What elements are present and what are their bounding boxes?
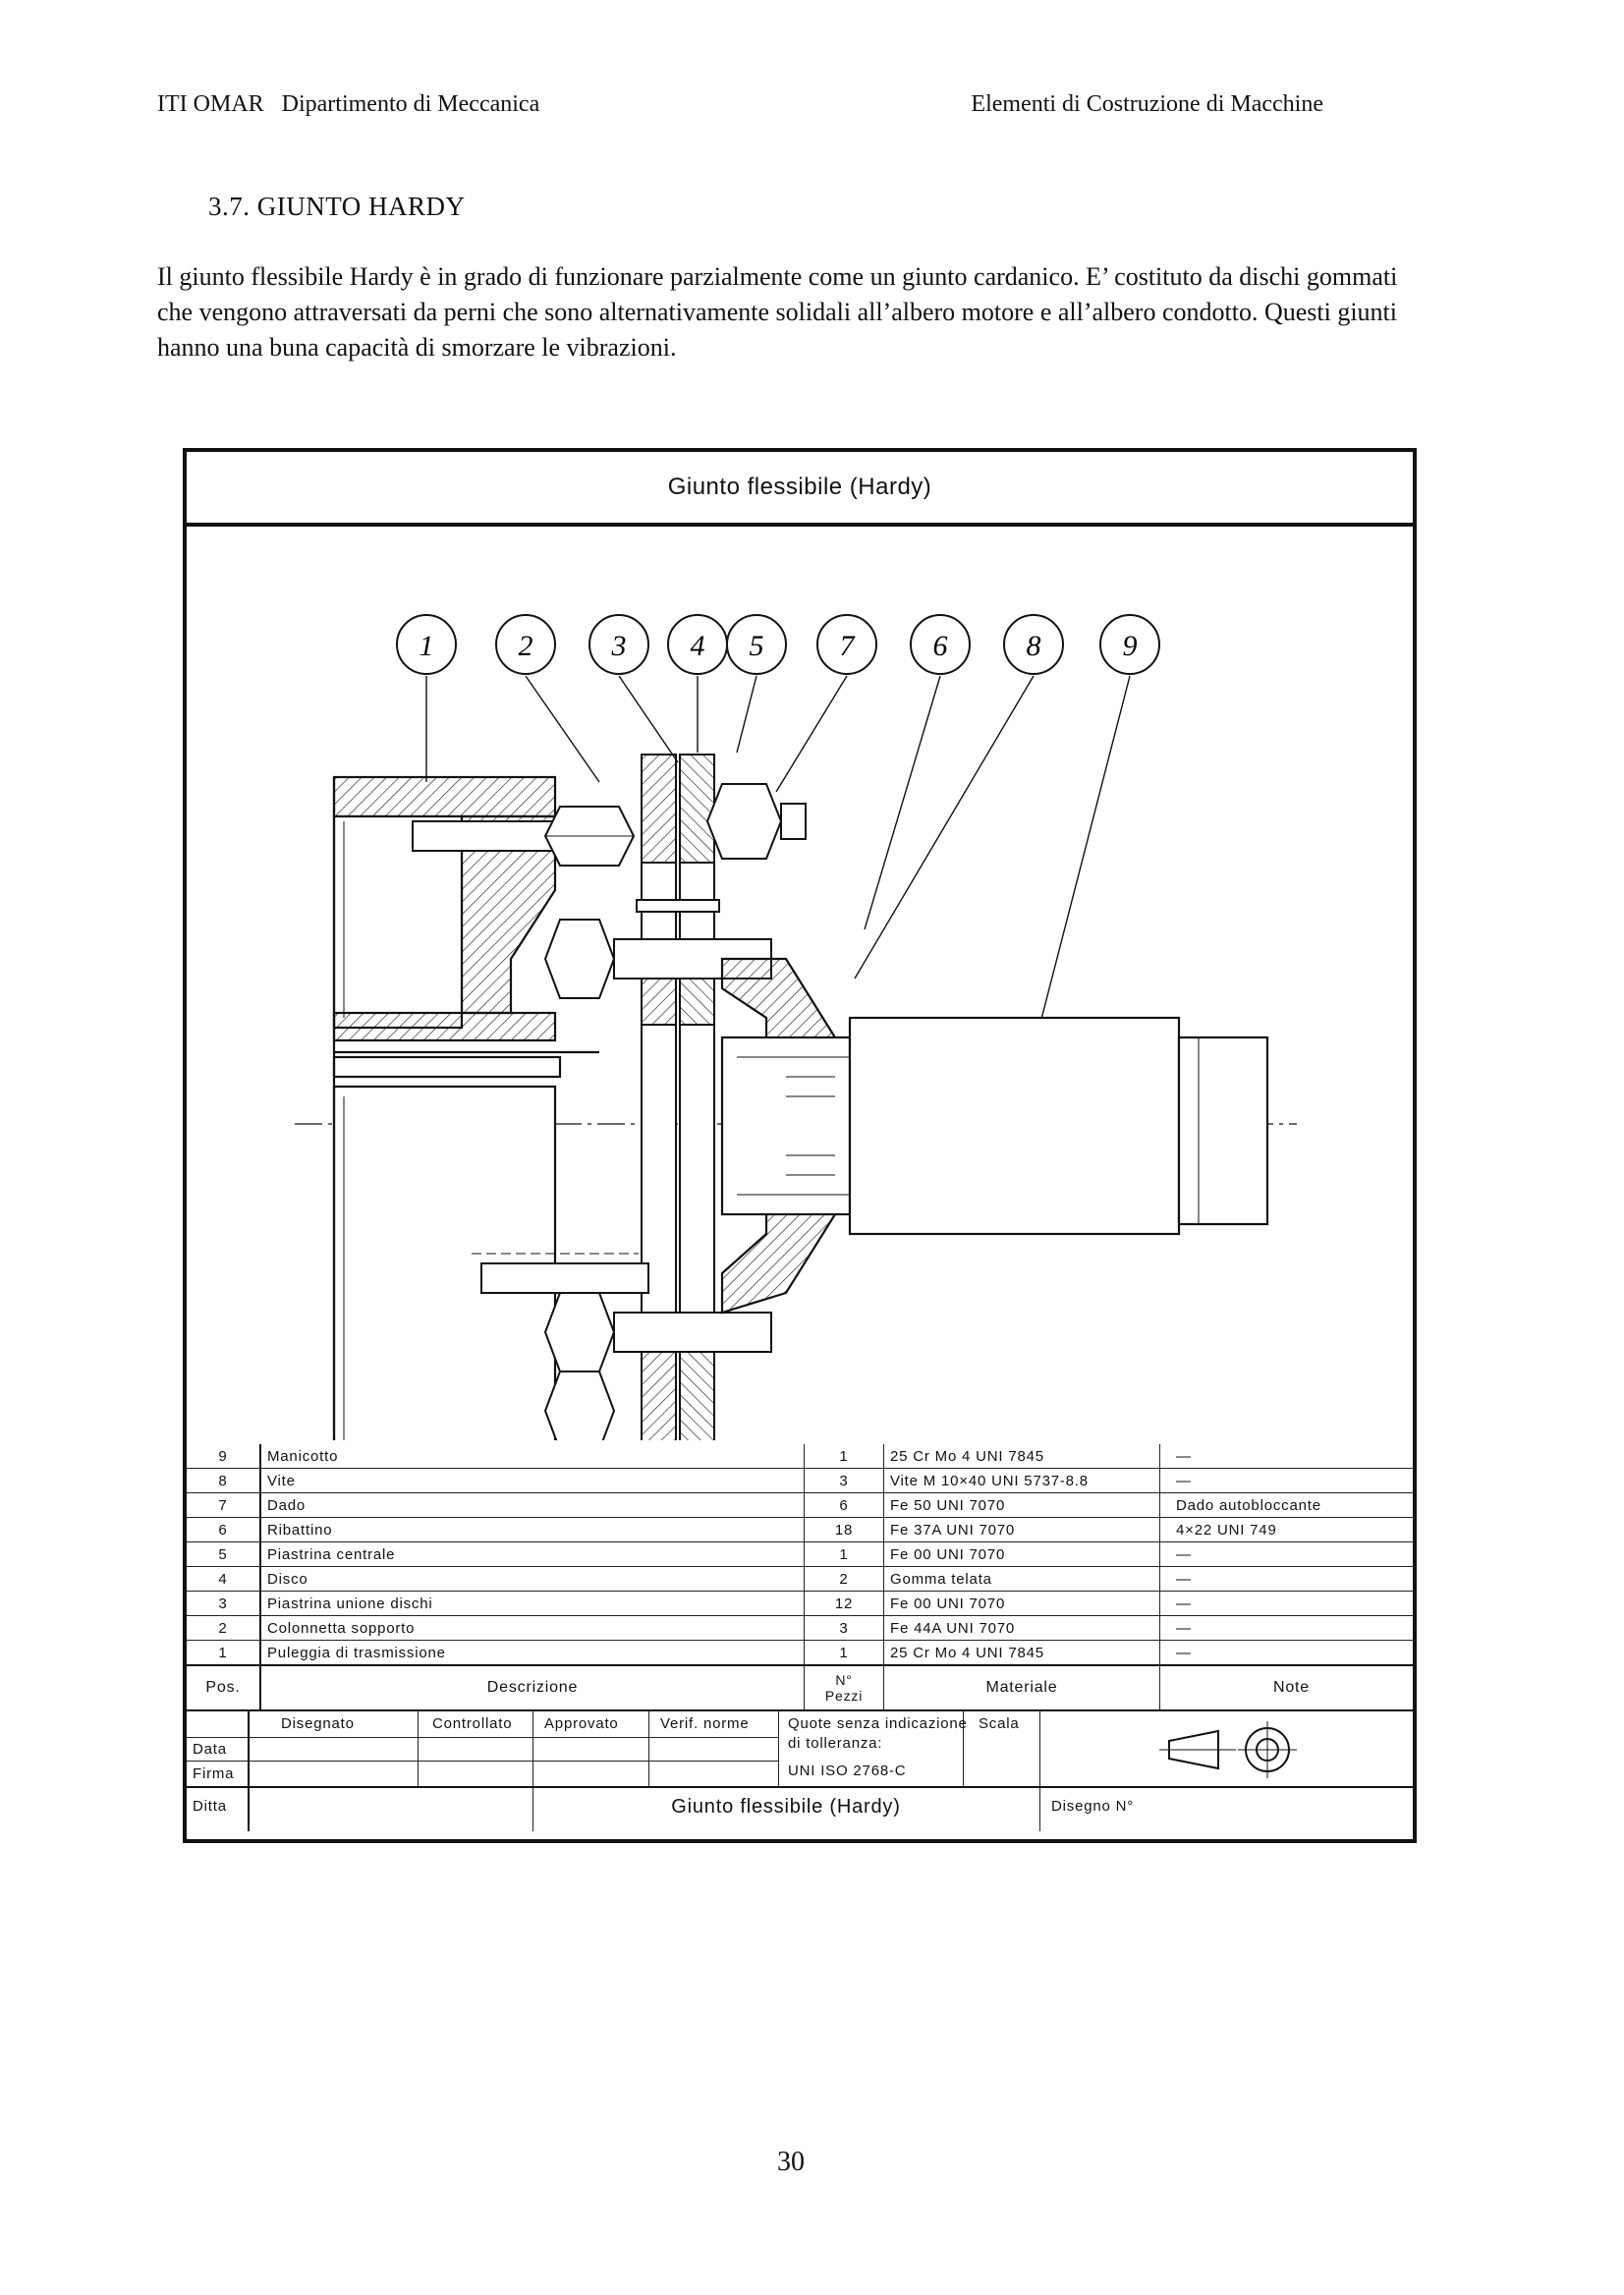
part-note: — [1160,1469,1414,1493]
table-row [187,1592,1413,1616]
parts-list-table [187,1444,1413,1711]
part-pos: 9 [187,1444,260,1469]
callout-label: 9 [1122,630,1138,662]
part-desc: Disco [260,1567,805,1592]
part-note: — [1160,1444,1414,1469]
tb-data: Data [193,1741,227,1758]
part-pos: 3 [187,1592,260,1616]
part-mat: 25 Cr Mo 4 UNI 7845 [884,1641,1160,1666]
part-mat: Gomma telata [884,1567,1160,1592]
part-note: — [1160,1616,1414,1641]
part-desc: Ribattino [260,1518,805,1542]
drawing-sheet [183,448,1417,1843]
sheet-title: Giunto flessibile (Hardy) [667,474,932,500]
part-pos: 5 [187,1542,260,1567]
callout-label: 3 [611,630,627,662]
part-note: 4×22 UNI 749 [1160,1518,1414,1542]
header-qty-bottom: Pezzi [824,1688,864,1704]
table-row [187,1616,1413,1641]
intro-text: Il giunto flessibile Hardy è in grado di funzionare parzialmente come un giunto cardanico. E’ costituto da dischi gommati che vengono attraversati da perni che sono alternativamente solidali all’albero motore e all’albero condotto. Questi giunti hanno una buna capacità di smorzare le vibrazioni. [157,262,1398,362]
table-row [187,1542,1413,1567]
table-row [187,1493,1413,1518]
bh3 [187,1786,1413,1788]
tb-verif-norme: Verif. norme [660,1715,750,1732]
callout-label: 4 [690,630,705,662]
bv7 [1039,1711,1040,1831]
part-qty: 3 [805,1469,884,1493]
tb-controllato: Controllato [432,1715,513,1732]
part-pos: 6 [187,1518,260,1542]
part-note: Dado autobloccante [1160,1493,1414,1518]
header-qty [805,1665,884,1710]
hub-flange [722,959,850,1313]
sheet-title-bar [187,452,1413,527]
table-row [187,1518,1413,1542]
part-desc: Piastrina centrale [260,1542,805,1567]
callout-group [397,615,1159,674]
table-row [187,1444,1413,1469]
part-mat: Fe 44A UNI 7070 [884,1616,1160,1641]
header-right: Elementi di Costruzione di Macchine [971,91,1323,117]
tb-disegno-n: Disegno N° [1051,1798,1135,1815]
header-mat: Materiale [884,1665,1160,1710]
part-qty: 6 [805,1493,884,1518]
title-block-area [187,1444,1413,1831]
tb-disegnato: Disegnato [281,1715,355,1732]
title-rule [198,523,1401,525]
tb-approvato: Approvato [544,1715,619,1732]
tb-ditta: Ditta [193,1798,227,1815]
intro-paragraph [157,259,1405,365]
part-mat: Fe 37A UNI 7070 [884,1518,1160,1542]
signature-block [187,1711,1413,1831]
callout-label: 6 [932,630,948,662]
part-qty: 12 [805,1592,884,1616]
tb-name: Giunto flessibile (Hardy) [671,1796,901,1818]
part-pos: 7 [187,1493,260,1518]
header-pos: Pos. [187,1665,260,1710]
header-desc: Descrizione [260,1665,805,1710]
part-mat: 25 Cr Mo 4 UNI 7845 [884,1444,1160,1469]
part-mat: Fe 00 UNI 7070 [884,1542,1160,1567]
part-note: — [1160,1641,1414,1666]
part-pos: 4 [187,1567,260,1592]
part-desc: Colonnetta sopporto [260,1616,805,1641]
tb-firma: Firma [193,1765,235,1782]
part-qty: 1 [805,1641,884,1666]
part-pos: 8 [187,1469,260,1493]
part-pos: 2 [187,1616,260,1641]
callout-label: 5 [749,630,764,662]
part-qty: 18 [805,1518,884,1542]
table-row [187,1469,1413,1493]
projection-symbol-icon [1159,1719,1307,1780]
part-mat: Fe 00 UNI 7070 [884,1592,1160,1616]
callout-label: 1 [419,630,434,662]
parts-header-row [187,1665,1413,1710]
shaft-sleeve-part-9 [850,1018,1267,1234]
part-mat: Vite M 10×40 UNI 5737-8.8 [884,1469,1160,1493]
header-qty-top: N° [835,1672,853,1688]
bv4 [648,1711,649,1786]
bv2 [418,1711,419,1786]
part-qty: 1 [805,1444,884,1469]
header-left: ITI OMAR Dipartimento di Meccanica [157,91,540,117]
part-desc: Manicotto [260,1444,805,1469]
tb-quote-std: UNI ISO 2768-C [788,1763,907,1779]
part-note: — [1160,1592,1414,1616]
part-desc: Puleggia di trasmissione [260,1641,805,1666]
tb-scala: Scala [979,1715,1020,1732]
bh2 [187,1761,778,1762]
part-qty: 1 [805,1542,884,1567]
part-mat: Fe 50 UNI 7070 [884,1493,1160,1518]
part-desc: Piastrina unione dischi [260,1592,805,1616]
callout-label: 7 [839,630,855,662]
tb-quote-1: Quote senza indicazione [788,1715,968,1732]
coupling-section-drawing [187,527,1413,1440]
part-desc: Dado [260,1493,805,1518]
table-row [187,1567,1413,1592]
bv1 [248,1711,250,1831]
part-note: — [1160,1542,1414,1567]
callout-label: 8 [1026,630,1041,662]
header-note: Note [1160,1665,1414,1710]
section-title: 3.7. GIUNTO HARDY [208,192,466,221]
bv5 [778,1711,779,1786]
callout-label: 2 [518,630,533,662]
part-desc: Vite [260,1469,805,1493]
part-pos: 1 [187,1641,260,1666]
part-note: — [1160,1567,1414,1592]
table-row [187,1641,1413,1666]
part-qty: 3 [805,1616,884,1641]
tb-quote-2: di tolleranza: [788,1735,883,1752]
bh1 [187,1737,778,1738]
part-qty: 2 [805,1567,884,1592]
page-number: 30 [777,2147,805,2177]
